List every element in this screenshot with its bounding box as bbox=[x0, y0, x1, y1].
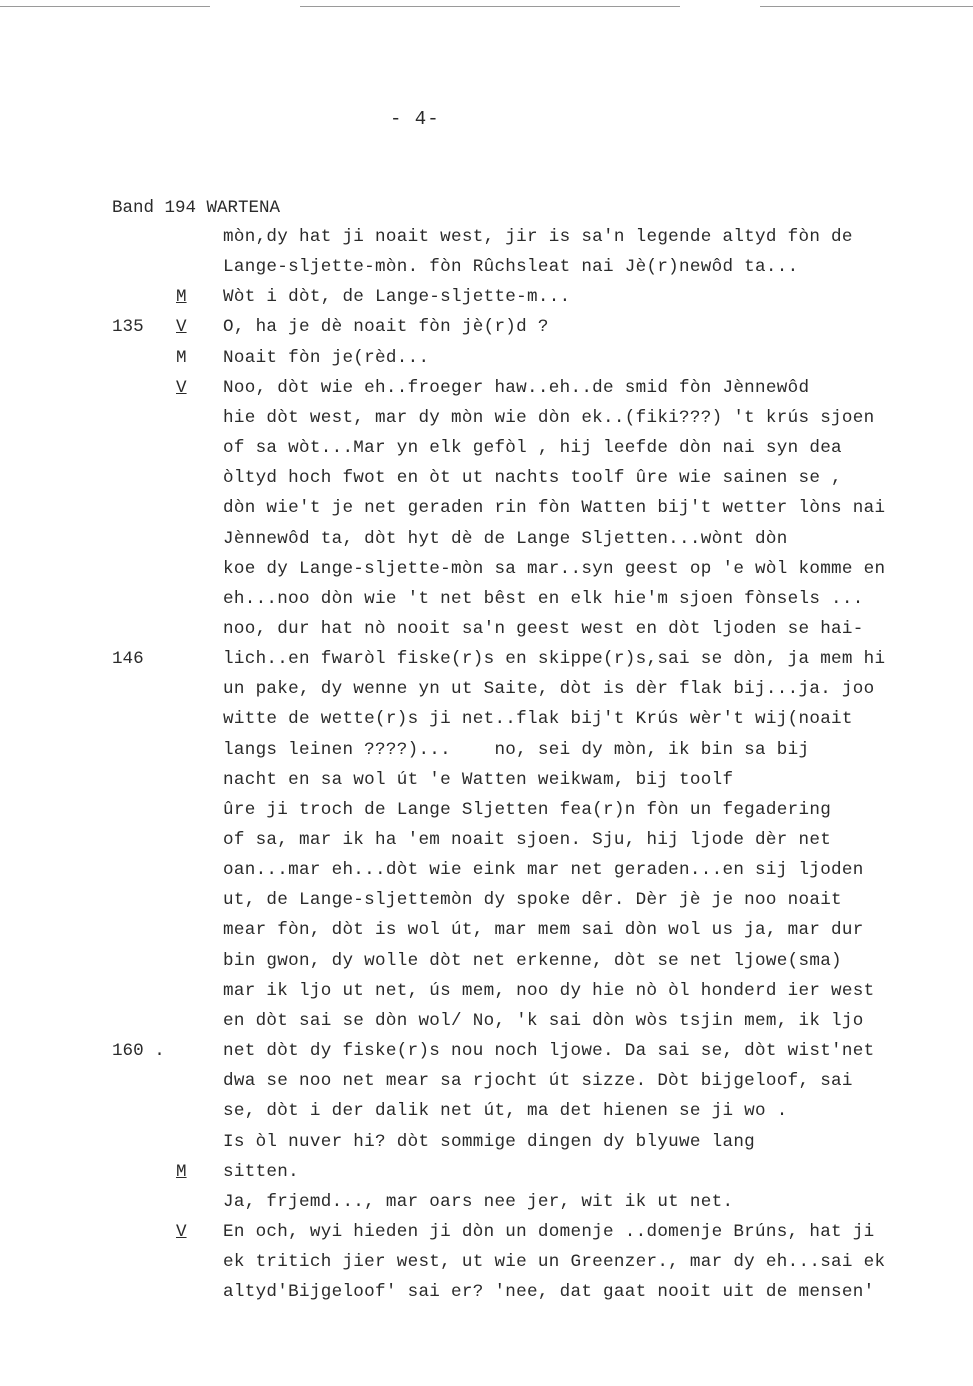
page-number: - 4- bbox=[390, 108, 440, 130]
margin-line-number: 146 bbox=[112, 649, 144, 669]
transcript-line: mear fòn, dòt is wol út, mar mem sai dòn wol us ja, mar dur bbox=[223, 920, 864, 940]
transcript-line: net dòt dy fiske(r)s nou noch ljowe. Da sai se, dòt wist'net bbox=[223, 1041, 875, 1061]
top-rule-right bbox=[760, 6, 973, 7]
transcript-line: ûre ji troch de Lange Sljetten fea(r)n fòn un fegadering bbox=[223, 800, 832, 820]
transcript-line: langs leinen ????)... no, sei dy mòn, ik bin sa bij bbox=[223, 740, 810, 760]
transcript-line: of sa wòt...Mar yn elk gefòl , hij leefde dòn nai syn dea bbox=[223, 438, 842, 458]
transcript-line: Noo, dòt wie eh..froeger haw..eh..de smid fòn Jènnewôd bbox=[223, 378, 810, 398]
transcript-line: sitten. bbox=[223, 1162, 300, 1182]
transcript-line: Jènnewôd ta, dòt hyt dè de Lange Sljetten...wònt dòn bbox=[223, 529, 788, 549]
speaker-mark: V bbox=[176, 378, 187, 398]
transcript-line: òltyd hoch fwot en òt ut nachts toolf ûre wie sainen se , bbox=[223, 468, 842, 488]
speaker-mark: V bbox=[176, 317, 187, 337]
transcript-line: oan...mar eh...dòt wie eink mar net geraden...en sij ljoden bbox=[223, 860, 864, 880]
transcript-line: Ja, frjemd..., mar oars nee jer, wit ik ut net. bbox=[223, 1192, 734, 1212]
transcript-line: mar ik ljo ut net, ús mem, noo dy hie nò òl honderd ier west bbox=[223, 981, 875, 1001]
transcript-line: witte de wette(r)s ji net..flak bij't Krús wèr't wij(noait bbox=[223, 709, 853, 729]
transcript-line: ek tritich jier west, ut wie un Greenzer., mar dy eh...sai ek bbox=[223, 1252, 886, 1272]
transcript-line: En och, wyi hieden ji dòn un domenje ..domenje Brúns, hat ji bbox=[223, 1222, 875, 1242]
transcript-line: Noait fòn je(rèd... bbox=[223, 348, 430, 368]
speaker-mark: V bbox=[176, 1222, 187, 1242]
transcript-line: dwa se noo net mear sa rjocht út sizze. Dòt bijgeloof, sai bbox=[223, 1071, 853, 1091]
transcript-line: noo, dur hat nò nooit sa'n geest west en dòt ljoden se hai- bbox=[223, 619, 864, 639]
transcript-line: nacht en sa wol út 'e Watten weikwam, bij toolf bbox=[223, 770, 734, 790]
speaker-mark: M bbox=[176, 1162, 187, 1182]
transcript-line: Lange-sljette-mòn. fòn Rûchsleat nai Jè(r)newôd ta... bbox=[223, 257, 799, 277]
transcript-line: mòn,dy hat ji noait west, jir is sa'n legende altyd fòn de bbox=[223, 227, 853, 247]
transcript-line: koe dy Lange-sljette-mòn sa mar..syn geest op 'e wòl komme en bbox=[223, 559, 886, 579]
transcript-line: lich..en fwaròl fiske(r)s en skippe(r)s,sai se dòn, ja mem hi bbox=[223, 649, 886, 669]
transcript-line: en dòt sai se dòn wol/ No, 'k sai dòn wòs tsjin mem, ik ljo bbox=[223, 1011, 864, 1031]
speaker-mark: M bbox=[176, 287, 187, 307]
transcript-line: of sa, mar ik ha 'em noait sjoen. Sju, hij ljode dèr net bbox=[223, 830, 832, 850]
transcript-line: O, ha je dè noait fòn jè(r)d ? bbox=[223, 317, 549, 337]
transcript-line: se, dòt i der dalik net út, ma det hienen se ji wo . bbox=[223, 1101, 788, 1121]
margin-line-number: 160 . bbox=[112, 1041, 165, 1061]
transcript-line: bin gwon, dy wolle dòt net erkenne, dòt se net ljowe(sma) bbox=[223, 951, 842, 971]
speaker-mark: M bbox=[176, 348, 187, 368]
transcript-line: Wòt i dòt, de Lange-sljette-m... bbox=[223, 287, 571, 307]
margin-line-number: 135 bbox=[112, 317, 144, 337]
transcript-line: altyd'Bijgeloof' sai er? 'nee, dat gaat nooit uit de mensen' bbox=[223, 1282, 875, 1302]
tape-header: Band 194 WARTENA bbox=[112, 198, 281, 218]
transcript-line: eh...noo dòn wie 't net bêst en elk hie'm sjoen fònsels ... bbox=[223, 589, 864, 609]
transcript-line: Is òl nuver hi? dòt sommige dingen dy blyuwe lang bbox=[223, 1132, 756, 1152]
transcript-line: dòn wie't je net geraden rin fòn Watten bij't wetter lòns nai bbox=[223, 498, 886, 518]
transcript-line: hie dòt west, mar dy mòn wie dòn ek..(fiki???) 't krús sjoen bbox=[223, 408, 875, 428]
top-rule-left bbox=[0, 6, 210, 7]
top-rule-middle bbox=[300, 6, 680, 7]
transcript-line: ut, de Lange-sljettemòn dy spoke dêr. Dèr jè je noo noait bbox=[223, 890, 842, 910]
transcript-line: un pake, dy wenne yn ut Saite, dòt is dèr flak bij...ja. joo bbox=[223, 679, 875, 699]
